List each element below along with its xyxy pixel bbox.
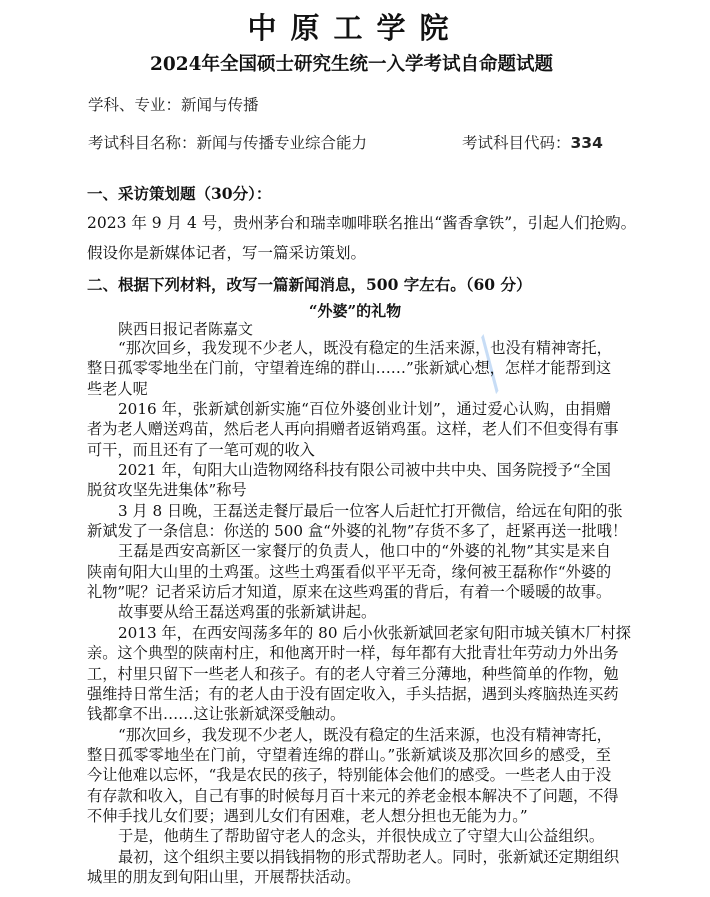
article-line: 礼物”呢？记者采访后才知道，原来在这些鸡蛋的背后，有着一个暖暖的故事。 (87, 583, 612, 602)
article-line: 最初，这个组织主要以捐钱捐物的形式帮助老人。同时，张新斌还定期组织 (118, 847, 620, 866)
article-body (87, 338, 631, 887)
article-line: “那次回乡，我发现不少老人，既没有稳定的生活来源，也没有精神寄托， (118, 725, 612, 744)
article-paragraph (87, 602, 611, 622)
article-line: 有存款和收入，自己有事的时候每月百十来元的养老金根本解决不了问题，不得 (87, 786, 619, 805)
article-line: 强维持日常生活；有的老人由于没有固定收入，手头拮据，遇到头疼脑热连买药 (87, 684, 619, 703)
article-line: 不伸手找儿女们要；遇到儿女们有困难，老人想分担也无能为力。” (87, 806, 528, 825)
watermark: ⟋ (450, 327, 532, 403)
subject-name: 考试科目名称：新闻与传播专业综合能力 (88, 134, 368, 152)
article-line: 2013 年，在西安闯荡多年的 80 后小伙张新斌回老家旬阳市城关镇木厂村探 (118, 623, 631, 642)
article-line: 王磊是西安高新区一家餐厅的负责人，他口中的“外婆的礼物”其实是来自 (118, 542, 611, 561)
article-paragraph (87, 399, 619, 460)
article-line: “那次回乡，我发现不少老人，既没有稳定的生活来源，也没有精神寄托， (118, 339, 612, 357)
article-line: 城里的朋友到旬阳山里，开展帮扶活动。 (87, 867, 361, 886)
article-paragraph (87, 725, 619, 827)
question-2-heading: 二、根据下列材料，改写一篇新闻消息，500 字左右。（60 分） (87, 275, 532, 294)
article-line: 新斌发了一条信息：你送的 500 盒“外婆的礼物”存货不多了，赶紧再送一批哦！ (87, 522, 628, 541)
question-1-text: 2023 年 9 月 4 号，贵州茅台和瑞幸咖啡联名推出“酱香拿铁”，引起人们抢购。 (87, 214, 637, 232)
article-paragraph (87, 847, 620, 888)
article-line: 者为老人赠送鸡苗，然后老人再向捐赠者返销鸡蛋。这样，老人们不但变得有事 (87, 420, 619, 439)
article-line: 整日孤零零地坐在门前，守望着连绵的群山……”张新斌心想，怎样才能帮到这 (87, 359, 612, 378)
subject-code-label: 考试科目代码： (462, 134, 571, 152)
article-line: 亲。这个典型的陕南村庄，和他离开时一样，每年都有大批青壮年劳动力外出务 (87, 644, 619, 663)
article-line: 脱贫攻坚先进集体”称号 (87, 481, 247, 500)
subject-code-row (462, 131, 603, 153)
article-line: 整日孤零零地坐在门前，守望着连绵的群山。”张新斌谈及那次回乡的感受，至 (87, 745, 611, 764)
article-title: “外婆”的礼物 (308, 302, 402, 320)
article-line: 2021 年，旬阳大山造物网络科技有限公司被中共中央、国务院授予“全国 (118, 461, 611, 480)
article-line: 钱都拿不出……这让张新斌深受触动。 (87, 705, 346, 724)
article-line: 陕南旬阳大山里的土鸡蛋。这些土鸡蛋看似平平无奇，缘何被王磊称作“外婆的 (87, 562, 612, 581)
question-1-heading: 一、采访策划题（30分）： (87, 184, 272, 203)
article-line: 工，村里只留下一些老人和孩子。有的老人守着三分薄地，种些简单的作物，勉 (87, 664, 619, 683)
article-line: 2016 年，张新斌创新实施“百位外婆创业计划”，通过爱心认购，由捐赠 (118, 400, 611, 419)
article-line: 今让他难以忘怀，“我是农民的孩子，特别能体会他们的感受。一些老人由于没 (87, 766, 612, 785)
major-label: 学科、专业：新闻与传播 (88, 96, 259, 114)
article-paragraph (87, 541, 611, 602)
article-line: 可干，而且还有了一笔可观的收入 (87, 440, 315, 459)
article-paragraph (87, 501, 628, 542)
exam-title: 2024年全国硕士研究生统一入学考试自命题试题 (150, 54, 553, 75)
article-byline: 陕西日报记者陈嘉文 (118, 320, 254, 338)
article-line: 些老人呢 (87, 379, 148, 398)
article-paragraph (87, 460, 611, 501)
article-line: 故事要从给王磊送鸡蛋的张新斌讲起。 (118, 603, 377, 622)
subject-code: 334 (570, 134, 603, 152)
article-paragraph (87, 623, 631, 725)
article-line: 3 月 8 日晚，王磊送走餐厅最后一位客人后赶忙打开微信，给远在旬阳的张 (118, 501, 623, 520)
article-line: 于是，他萌生了帮助留守老人的念头，并很快成立了守望大山公益组织。 (118, 827, 604, 846)
article-paragraph (87, 826, 611, 846)
question-1-text: 假设你是新媒体记者，写一篇采访策划。 (87, 244, 367, 262)
article-paragraph (87, 338, 611, 399)
school-name: 中原工学院 (247, 11, 463, 45)
